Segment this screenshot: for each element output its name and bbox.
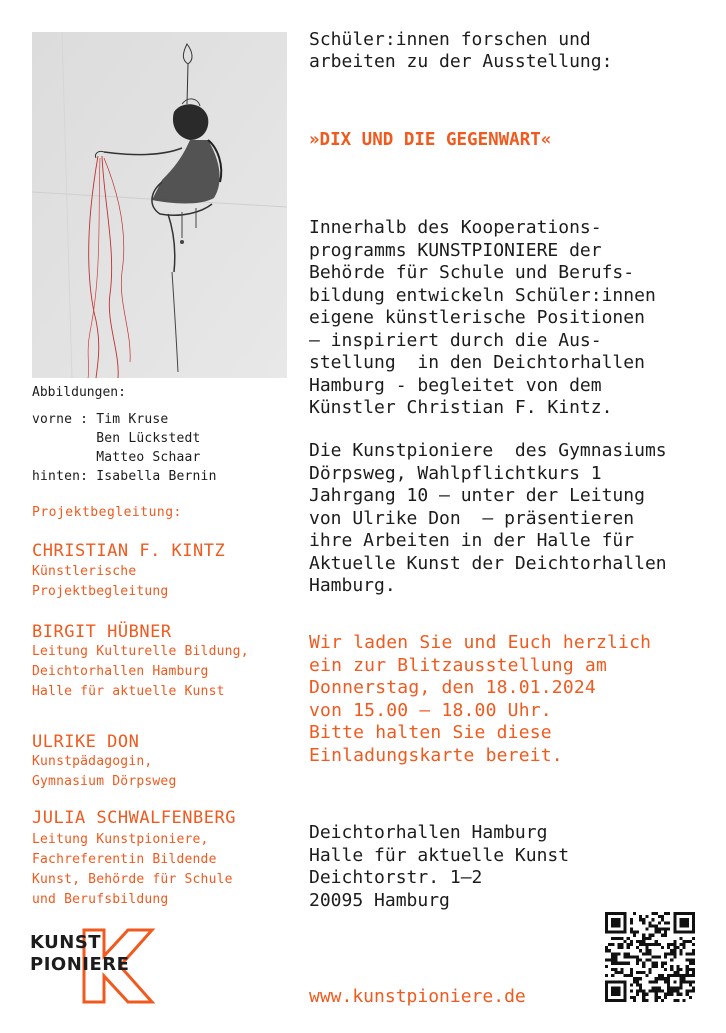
exhibition-title: »DIX UND DIE GEGENWART«: [309, 130, 552, 150]
qr-code-icon[interactable]: [605, 912, 695, 1002]
project-support-label: Projektbegleitung:: [32, 505, 182, 520]
person-role: Leitung Kunstpioniere, Fachreferentin Bildende Kunst, Behörde für Schule und Berufsbildung: [32, 832, 233, 907]
intro-text: Schüler:innen forschen und arbeiten zu der Ausstellung:: [309, 29, 613, 72]
person-role: Künstlerische Projektbegleitung: [32, 564, 169, 599]
person-name: CHRISTIAN F. KINTZ: [32, 541, 226, 561]
artwork-drawing: [32, 32, 287, 378]
kunstpioniere-logo: [30, 928, 162, 1004]
website-link[interactable]: www.kunstpioniere.de: [309, 986, 526, 1007]
logo-text: KUNST PIONIERE: [30, 932, 130, 975]
person-name: ULRIKE DON: [32, 732, 140, 752]
person-role: Kunstpädagogin, Gymnasium Dörpsweg: [32, 754, 177, 789]
participants-paragraph: Die Kunstpioniere des Gymnasiums Dörpsweg, Wahlpflichtkurs 1 Jahrgang 10 – unter der Leitung von Ulrike Don – präsentieren ihre Arbeiten in der Halle für Aktuelle Kunst der Deichtorhallen Hamburg.: [309, 440, 667, 596]
credits-list: vorne : Tim Kruse Ben Lückstedt Matteo Schaar hinten: Isabella Bernin: [32, 412, 217, 484]
person-role: Leitung Kulturelle Bildung, Deichtorhallen Hamburg Halle für aktuelle Kunst: [32, 644, 249, 699]
credits-heading: Abbildungen:: [32, 385, 126, 400]
description-paragraph: Innerhalb des Kooperations- programms KUNSTPIONIERE der Behörde für Schule und Berufs- bildung entwickeln Schüler:innen eigene künstlerische Positionen – inspiriert durch die Aus- stellung in den Deichtorhallen Hamburg - begleitet von dem Künstler Christian F. Kintz.: [309, 217, 656, 418]
venue-address: Deichtorhallen Hamburg Halle für aktuelle Kunst Deichtorstr. 1–2 20095 Hamburg: [309, 822, 570, 911]
person-name: BIRGIT HÜBNER: [32, 622, 172, 642]
person-name: JULIA SCHWALFENBERG: [32, 808, 236, 828]
invitation-text: Wir laden Sie und Euch herzlich ein zur Blitzausstellung am Donnerstag, den 18.01.2024 von 15.00 – 18.00 Uhr. Bitte halten Sie diese Einladungskarte bereit.: [309, 632, 652, 766]
